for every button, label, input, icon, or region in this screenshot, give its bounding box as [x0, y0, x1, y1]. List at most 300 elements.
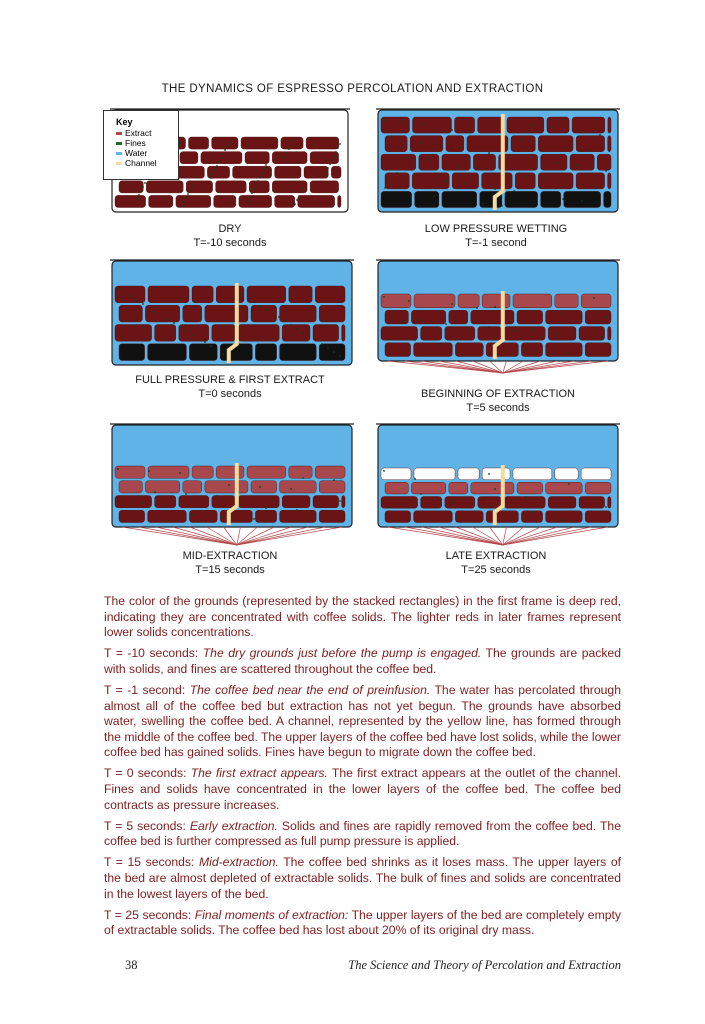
coffee-ground-particle	[546, 482, 583, 494]
coffee-ground-particle	[189, 510, 217, 522]
fines-dot	[457, 165, 459, 167]
fines-dot	[210, 345, 212, 347]
coffee-ground-particle	[180, 152, 198, 164]
coffee-ground-particle	[381, 154, 416, 170]
coffee-ground-particle	[541, 191, 561, 207]
fines-dot	[451, 303, 453, 305]
coffee-ground-particle	[513, 468, 552, 480]
panel-time: T=15 seconds	[195, 564, 265, 576]
fines-dot	[292, 140, 294, 142]
coffee-ground-particle	[216, 466, 244, 478]
fines-dot	[138, 194, 140, 196]
fines-dot	[253, 301, 255, 303]
coffee-ground-particle	[342, 325, 345, 342]
fines-dot	[263, 168, 265, 170]
fines-dot	[568, 483, 570, 485]
coffee-ground-particle	[115, 466, 145, 478]
fines-dot	[321, 343, 323, 345]
coffee-ground-particle	[412, 173, 449, 189]
fines-dot	[290, 144, 292, 146]
fines-dot	[290, 324, 292, 326]
fines-dot	[562, 519, 564, 521]
fines-dot	[562, 198, 564, 200]
coffee-ground-particle	[183, 481, 202, 493]
coffee-ground-particle	[280, 344, 317, 361]
coffee-ground-particle	[449, 482, 468, 494]
fines-dot	[173, 322, 175, 324]
coffee-ground-particle	[146, 181, 183, 193]
coffee-ground-particle	[570, 154, 594, 170]
coffee-ground-particle	[319, 481, 345, 493]
coffee-ground-particle	[604, 191, 611, 207]
coffee-ground-particle	[482, 468, 510, 480]
fines-dot	[556, 333, 558, 335]
coffee-ground-particle	[478, 497, 501, 509]
fines-dot	[265, 309, 267, 311]
extract-stream-line	[503, 527, 541, 545]
fines-dot	[204, 341, 206, 343]
fines-dot	[329, 163, 331, 165]
coffee-ground-particle	[608, 173, 611, 189]
coffee-ground-particle	[115, 325, 152, 342]
coffee-ground-particle	[446, 136, 464, 152]
coffee-ground-particle	[541, 154, 567, 170]
paragraph-lead: T = -10 seconds:	[104, 646, 203, 661]
fines-dot	[531, 511, 533, 513]
coffee-ground-particle	[207, 166, 229, 178]
fines-dot	[142, 502, 144, 504]
fines-dot	[148, 470, 150, 472]
diagram-mid-extraction	[110, 423, 354, 549]
fines-dot	[296, 199, 298, 201]
coffee-ground-particle	[381, 191, 412, 207]
coffee-ground-particle	[585, 482, 611, 494]
coffee-ground-particle	[504, 497, 545, 509]
coffee-ground-particle	[145, 305, 179, 322]
paragraph-t-25	[104, 908, 621, 939]
fines-dot	[513, 190, 515, 192]
fines-dot	[525, 349, 527, 351]
coffee-ground-particle	[455, 511, 483, 523]
coffee-ground-particle	[414, 294, 455, 308]
coffee-ground-particle	[255, 510, 276, 522]
coffee-ground-particle	[385, 173, 409, 189]
fines-dot	[464, 182, 466, 184]
fines-dot	[214, 169, 216, 171]
coffee-ground-particle	[414, 511, 453, 523]
fines-dot	[191, 185, 193, 187]
diagram-beginning-extraction	[376, 259, 620, 385]
page-title: THE DYNAMICS OF ESPRESSO PERCOLATION AND EXTRACTION	[161, 83, 544, 95]
coffee-ground-particle	[442, 154, 471, 170]
fines-dot	[212, 173, 214, 175]
coffee-ground-particle	[115, 496, 152, 508]
fines-dot	[383, 470, 385, 472]
coffee-ground-particle	[547, 117, 569, 133]
coffee-ground-particle	[216, 181, 247, 193]
fines-dot	[222, 516, 224, 518]
fines-dot	[228, 484, 230, 486]
coffee-ground-particle	[119, 181, 143, 193]
paragraph-text: The water has percolated through almost all of the coffee bed but extraction has not yet begun. The grounds have absorbed water, swelling the coffee bed. A channel, represented by the yellow line, has formed through the middle of the coffee bed. The upper layers of the coffee bed have lost solids, while the lower coffee bed has gained solids. Fines have begun to migrate down the coffee bed.	[104, 682, 621, 760]
running-footer-title: The Science and Theory of Percolation and Extraction	[348, 958, 621, 972]
coffee-ground-particle	[249, 181, 269, 193]
fines-dot	[581, 200, 583, 202]
coffee-ground-particle	[381, 327, 418, 341]
fines-dot	[538, 141, 540, 143]
coffee-ground-particle	[338, 195, 341, 207]
coffee-ground-particle	[205, 305, 248, 322]
coffee-ground-particle	[515, 173, 535, 189]
fines-dot	[525, 175, 527, 177]
fines-dot	[117, 288, 119, 290]
fines-dot	[339, 143, 341, 145]
fines-dot	[599, 336, 601, 338]
fines-dot	[259, 176, 261, 178]
fines-dot	[420, 142, 422, 144]
full-pressure-coffee-bed-illustration	[110, 259, 354, 371]
fines-dot	[531, 329, 533, 331]
coffee-ground-particle	[275, 166, 301, 178]
fines-dot	[476, 167, 478, 169]
coffee-ground-particle	[608, 117, 611, 133]
fines-dot	[383, 119, 385, 121]
fines-dot	[222, 153, 224, 155]
paragraph-t-0	[104, 766, 621, 813]
fines-dot	[294, 203, 296, 205]
fines-dot	[323, 175, 325, 177]
coffee-ground-particle	[452, 173, 478, 189]
coffee-ground-particle	[179, 496, 209, 508]
caption-low-pressure-wetting	[376, 222, 616, 250]
fines-dot	[325, 171, 327, 173]
coffee-ground-particle	[220, 510, 252, 522]
fines-dot	[488, 326, 490, 328]
fines-dot	[216, 165, 218, 167]
fines-dot	[247, 297, 249, 299]
fines-dot	[507, 154, 509, 156]
fines-dot	[408, 300, 410, 302]
fines-dot	[402, 320, 404, 322]
fines-dot	[278, 316, 280, 318]
fines-dot	[339, 500, 341, 502]
fines-dot	[253, 188, 255, 190]
fines-dot	[179, 142, 181, 144]
fines-dot	[142, 186, 144, 188]
fines-dot	[185, 197, 187, 199]
fines-dot	[525, 496, 527, 498]
fines-dot	[191, 334, 193, 336]
fines-dot	[265, 164, 267, 166]
coffee-ground-particle	[214, 195, 236, 207]
coffee-ground-particle	[585, 511, 611, 523]
fines-dot	[337, 147, 339, 149]
coffee-ground-particle	[233, 166, 272, 178]
extract-stream-line	[439, 527, 503, 545]
coffee-ground-particle	[192, 286, 213, 303]
fines-dot	[562, 313, 564, 315]
extract-stream-line	[237, 527, 275, 545]
coffee-ground-particle	[517, 482, 543, 494]
coffee-ground-particle	[421, 327, 442, 341]
coffee-ground-particle	[381, 294, 411, 308]
coffee-ground-particle	[458, 468, 479, 480]
coffee-ground-particle	[579, 327, 605, 341]
paragraph-text: The first extract appears at the outlet of the channel. Fines and solids have concentrated in the lower layers of the coffee bed. The coffee bed contracts as pressure increases.	[104, 766, 622, 812]
fines-dot	[261, 172, 263, 174]
fines-dot	[420, 319, 422, 321]
key-label: Water	[125, 148, 148, 158]
fines-dot	[550, 353, 552, 355]
extract-stream-line	[237, 527, 325, 545]
late-extraction-coffee-bed-illustration	[376, 423, 620, 549]
fines-dot	[433, 195, 435, 197]
coffee-ground-particle	[282, 325, 310, 342]
fines-dot	[458, 146, 460, 148]
fines-dot	[396, 172, 398, 174]
coffee-ground-particle	[205, 481, 248, 493]
coffee-ground-particle	[585, 310, 611, 324]
coffee-ground-particle	[507, 117, 544, 133]
fines-dot	[251, 192, 253, 194]
fines-dot	[335, 151, 337, 153]
coffee-ground-particle	[581, 468, 611, 480]
fines-dot	[383, 296, 385, 298]
panel-time: T=5 seconds	[466, 402, 530, 414]
coffee-ground-particle	[413, 117, 452, 133]
fines-dot	[482, 346, 484, 348]
fines-dot	[284, 156, 286, 158]
coffee-ground-particle	[310, 152, 339, 164]
paragraph-lead: T = 0 seconds:	[104, 766, 191, 781]
coffee-ground-particle	[521, 343, 542, 357]
coffee-ground-particle	[176, 195, 211, 207]
key-item-extract	[116, 128, 178, 138]
fines-dot	[249, 196, 251, 198]
fines-dot	[228, 141, 230, 143]
coffee-ground-particle	[608, 327, 611, 341]
fines-dot	[181, 205, 183, 207]
coffee-ground-particle	[255, 344, 276, 361]
coffee-ground-particle	[572, 117, 605, 133]
extract-stream-line	[388, 527, 503, 545]
coffee-ground-particle	[455, 117, 475, 133]
fines-dot	[421, 123, 423, 125]
coffee-ground-particle	[280, 510, 317, 522]
diagram-full-pressure	[110, 259, 354, 371]
coffee-ground-particle	[411, 310, 445, 324]
coffee-ground-particle	[597, 154, 611, 170]
panel-time: T=-1 second	[465, 237, 527, 249]
coffee-ground-particle	[385, 482, 408, 494]
fines-dot	[599, 134, 601, 136]
fines-dot	[390, 136, 392, 138]
coffee-ground-particle	[421, 497, 442, 509]
panel-name: LOW PRESSURE WETTING	[424, 223, 568, 235]
coffee-ground-particle	[482, 173, 513, 189]
coffee-ground-particle	[148, 510, 187, 522]
fines-dot	[183, 201, 185, 203]
paragraph-emphasis: Early extraction.	[189, 818, 278, 833]
extract-stream-line	[122, 527, 237, 545]
coffee-ground-particle	[148, 286, 189, 303]
fines-dot	[333, 479, 335, 481]
coffee-ground-particle	[247, 286, 286, 303]
fines-dot	[457, 516, 459, 518]
coffee-ground-particle	[381, 117, 410, 133]
coffee-ground-particle	[548, 497, 576, 509]
coffee-ground-particle	[186, 181, 212, 193]
coffee-ground-particle	[145, 481, 179, 493]
panel-name: DRY	[218, 223, 242, 235]
wetting-coffee-bed-illustration	[376, 108, 620, 216]
paragraph-emphasis: The dry grounds just before the pump is engaged.	[202, 646, 482, 661]
fines-dot	[216, 349, 218, 351]
fines-dot	[470, 131, 472, 133]
coffee-ground-particle	[119, 305, 142, 322]
panel-time: T=25 seconds	[461, 564, 531, 576]
coffee-ground-particle	[486, 343, 518, 357]
coffee-ground-particle	[471, 482, 514, 494]
coffee-ground-particle	[289, 466, 312, 478]
fines-dot	[439, 144, 441, 146]
fines-dot	[593, 297, 595, 299]
coffee-ground-particle	[419, 154, 439, 170]
fines-dot	[265, 507, 267, 509]
key-title: Key	[116, 117, 133, 127]
key-label: Fines	[125, 138, 146, 148]
key-label: Extract	[125, 128, 152, 138]
fines-dot	[185, 330, 187, 332]
caption-mid-extraction	[110, 549, 350, 577]
coffee-ground-particle	[385, 136, 407, 152]
extract-stream-line	[237, 527, 291, 545]
fines-dot	[142, 303, 144, 305]
coffee-ground-particle	[155, 496, 176, 508]
coffee-ground-particle	[504, 327, 545, 341]
coffee-ground-particle	[149, 195, 173, 207]
fines-dot	[179, 472, 181, 474]
extract-stream-line	[503, 361, 608, 373]
coffee-ground-particle	[319, 510, 345, 522]
paragraph-emphasis: Mid-extraction.	[198, 855, 279, 870]
panel-name: MID-EXTRACTION	[182, 550, 278, 562]
coffee-ground-particle	[155, 325, 176, 342]
fines-dot	[185, 493, 187, 495]
fines-dot	[259, 486, 261, 488]
panel-time: T=-10 seconds	[193, 237, 267, 249]
coffee-ground-particle	[289, 286, 312, 303]
coffee-ground-particle	[585, 343, 611, 357]
coffee-ground-particle	[385, 511, 411, 523]
key-item-water	[116, 148, 178, 158]
fines-dot	[136, 198, 138, 200]
fines-dot	[494, 306, 496, 308]
coffee-ground-particle	[315, 466, 345, 478]
fines-dot	[488, 473, 490, 475]
coffee-ground-particle	[410, 136, 443, 152]
fines-dot	[288, 148, 290, 150]
coffee-ground-particle	[546, 310, 583, 324]
coffee-ground-particle	[538, 173, 573, 189]
coffee-ground-particle	[579, 497, 605, 509]
coffee-ground-particle	[319, 344, 345, 361]
fines-dot	[179, 326, 181, 328]
fines-dot	[457, 342, 459, 344]
fines-dot	[519, 310, 521, 312]
coffee-ground-particle	[381, 497, 418, 509]
fines-dot	[216, 495, 218, 497]
fines-dot	[284, 320, 286, 322]
fines-dot	[302, 187, 304, 189]
fines-dot	[226, 145, 228, 147]
coffee-ground-particle	[458, 294, 479, 308]
fines-dot	[253, 518, 255, 520]
paragraph-t-5	[104, 819, 621, 850]
coffee-ground-particle	[251, 481, 277, 493]
paragraph-emphasis: The first extract appears.	[190, 766, 328, 781]
panel-time: T=0 seconds	[198, 388, 262, 400]
fines-dot	[408, 157, 410, 159]
fines-dot	[384, 187, 386, 189]
paragraph-t-minus-1	[104, 683, 621, 761]
coffee-ground-particle	[119, 510, 145, 522]
extract-stream-line	[503, 527, 557, 545]
fines-dot	[327, 347, 329, 349]
coffee-ground-particle	[241, 137, 278, 149]
coffee-ground-particle	[555, 294, 578, 308]
key-item-channel	[116, 158, 178, 168]
coffee-ground-particle	[282, 496, 310, 508]
coffee-ground-particle	[381, 468, 411, 480]
coffee-ground-particle	[442, 191, 477, 207]
fines-dot	[130, 295, 132, 297]
fines-dot	[439, 343, 441, 345]
page-number: 38	[125, 958, 138, 972]
fines-dot	[300, 191, 302, 193]
coffee-ground-particle	[385, 310, 408, 324]
fines-dot	[414, 478, 416, 480]
fines-dot	[189, 189, 191, 191]
fines-dot	[445, 180, 447, 182]
coffee-ground-particle	[478, 327, 501, 341]
channel-swatch	[116, 162, 122, 165]
fines-dot	[218, 161, 220, 163]
coffee-ground-particle	[189, 344, 217, 361]
fines-dot	[451, 501, 453, 503]
coffee-ground-particle	[298, 195, 335, 207]
paragraph-text: The upper layers of the bed are completely empty of extractable solids. The coffee bed has lost about 20% of its original dry mass.	[104, 907, 621, 938]
coffee-ground-particle	[411, 482, 445, 494]
coffee-ground-particle	[538, 136, 573, 152]
extract-swatch	[116, 132, 122, 135]
coffee-ground-particle	[245, 152, 269, 164]
coffee-ground-particle	[313, 496, 339, 508]
panel-name: FULL PRESSURE & FIRST EXTRACT	[135, 374, 325, 386]
coffee-ground-particle	[280, 305, 317, 322]
diagram-low-pressure-wetting	[376, 108, 620, 216]
fines-dot	[247, 200, 249, 202]
fines-dot	[488, 152, 490, 154]
coffee-ground-particle	[505, 191, 538, 207]
coffee-ground-particle	[212, 496, 235, 508]
coffee-ground-particle	[281, 137, 303, 149]
fines-dot	[296, 328, 298, 330]
fines-dot	[222, 353, 224, 355]
extract-stream-line	[173, 527, 237, 545]
fines-dot	[296, 509, 298, 511]
paragraph-lead: T = 5 seconds:	[104, 818, 190, 833]
